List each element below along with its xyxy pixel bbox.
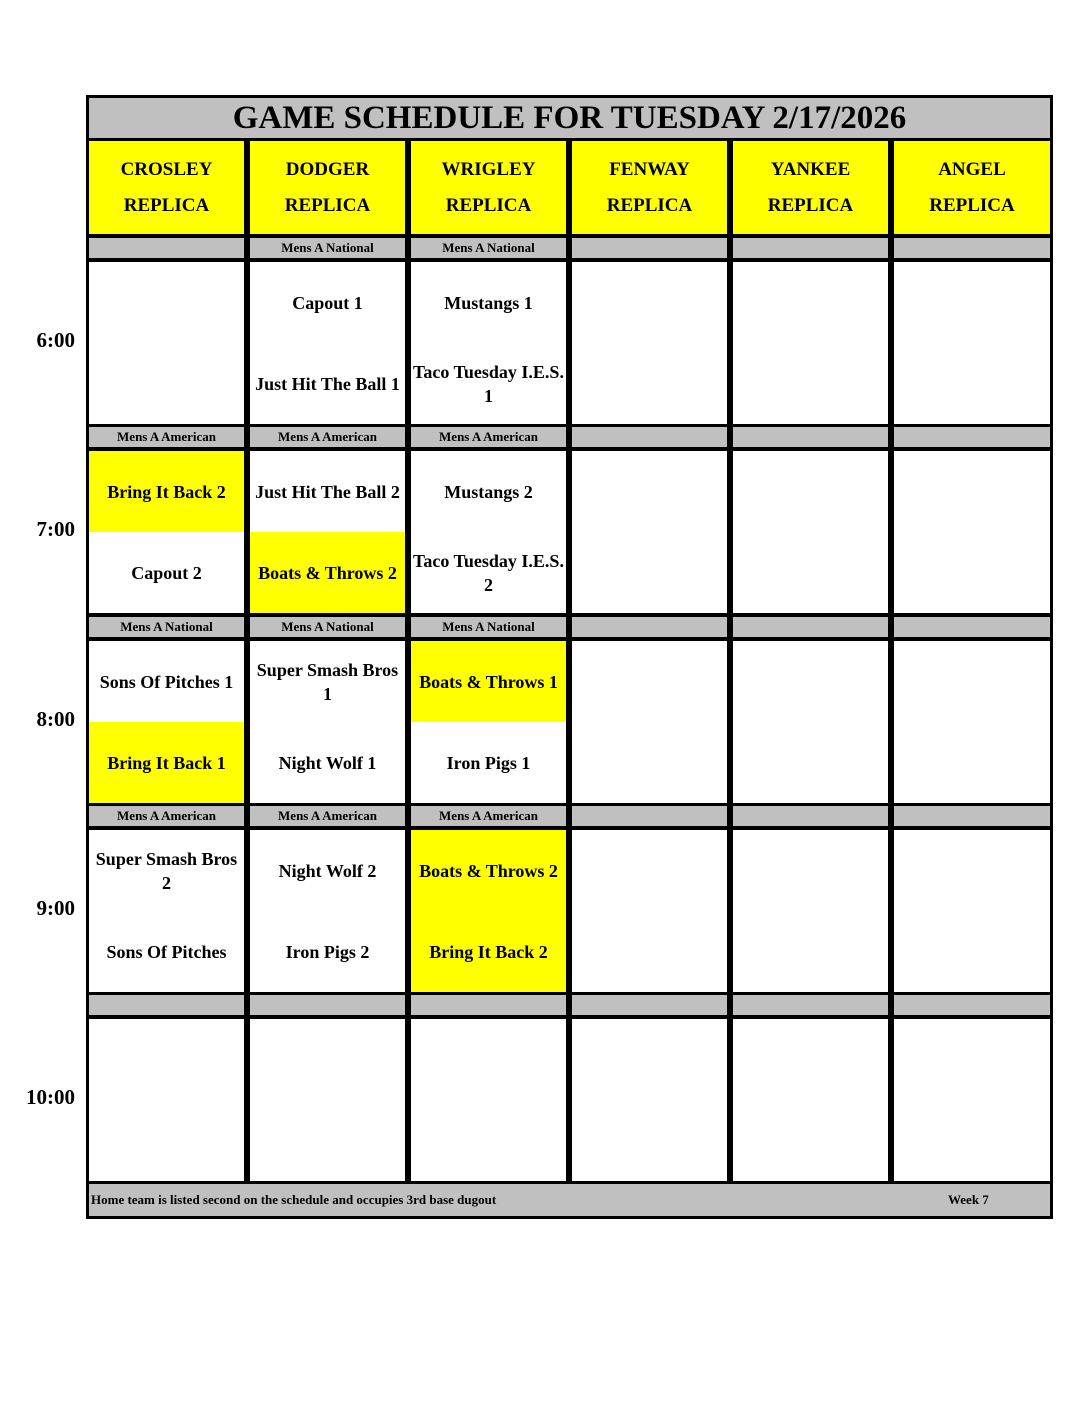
empty-cell (733, 451, 888, 532)
team-name: Sons Of Pitches (106, 941, 227, 962)
division-bar (89, 238, 244, 258)
empty-cell (89, 1019, 244, 1100)
empty-cell (733, 262, 888, 343)
empty-cell (572, 1019, 727, 1100)
division-label: Mens A National (442, 240, 535, 255)
empty-cell (894, 911, 1050, 992)
division-label: Mens A National (281, 619, 374, 634)
away-team-cell (89, 830, 244, 911)
division-bar (572, 806, 727, 826)
division-bar (733, 617, 888, 637)
venue-name: CROSLEY (120, 158, 213, 180)
venue-header (250, 141, 405, 234)
empty-cell (572, 262, 727, 343)
away-team-cell (89, 641, 244, 722)
team-name: Night Wolf 2 (278, 860, 377, 881)
division-label: Mens A National (442, 619, 535, 634)
division-bar (572, 995, 727, 1015)
venue-sub: REPLICA (606, 194, 693, 216)
venue-sub: REPLICA (445, 194, 532, 216)
division-bar (250, 238, 405, 258)
week-label: Week 7 (948, 1192, 989, 1207)
empty-cell (89, 1100, 244, 1181)
empty-cell (89, 343, 244, 424)
empty-cell (733, 911, 888, 992)
empty-cell (733, 1100, 888, 1181)
division-bar (89, 617, 244, 637)
venue-header (733, 141, 888, 234)
venue-header (572, 141, 727, 234)
division-bar (572, 427, 727, 447)
division-bar (894, 995, 1050, 1015)
team-name: Mustangs 1 (444, 292, 533, 313)
empty-cell (572, 911, 727, 992)
division-bar (250, 617, 405, 637)
venue-sub: REPLICA (929, 194, 1015, 216)
division-bar (411, 427, 566, 447)
division-label: Mens A American (439, 429, 538, 444)
division-bar (411, 806, 566, 826)
home-team-cell (411, 911, 566, 992)
team-name: Iron Pigs 1 (446, 752, 531, 773)
empty-cell (572, 451, 727, 532)
empty-cell (894, 451, 1050, 532)
page-title (89, 98, 1050, 138)
division-bar (89, 995, 244, 1015)
empty-cell (894, 830, 1050, 911)
division-bar (733, 238, 888, 258)
empty-cell (733, 641, 888, 722)
empty-cell (411, 1019, 566, 1100)
venue-name: ANGEL (938, 158, 1006, 180)
home-team-cell (89, 532, 244, 613)
empty-cell (572, 641, 727, 722)
empty-cell (89, 262, 244, 343)
team-name: Mustangs 2 (444, 481, 533, 502)
empty-cell (572, 343, 727, 424)
title-text: GAME SCHEDULE FOR TUESDAY 2/17/2026 (232, 99, 907, 136)
division-bar (733, 995, 888, 1015)
home-team-cell (89, 722, 244, 803)
division-label: Mens A American (117, 429, 216, 444)
empty-cell (733, 722, 888, 803)
footer-note-text: Home team is listed second on the schedule and occupies 3rd base dugout (91, 1192, 497, 1207)
division-bar (250, 427, 405, 447)
venue-name: WRIGLEY (441, 158, 536, 180)
division-bar (572, 238, 727, 258)
empty-cell (894, 532, 1050, 613)
venue-header (411, 141, 566, 234)
team-name: Super Smash Bros 2 (95, 848, 238, 893)
team-name: Bring It Back 1 (107, 752, 226, 773)
home-team-cell (89, 911, 244, 992)
division-bar (250, 806, 405, 826)
time-label: 10:00 (26, 1085, 75, 1109)
division-bar (733, 806, 888, 826)
home-team-cell (411, 343, 566, 424)
away-team-cell (250, 451, 405, 532)
empty-cell (894, 641, 1050, 722)
division-bar (572, 617, 727, 637)
away-team-cell (250, 830, 405, 911)
empty-cell (250, 1019, 405, 1100)
division-label: Mens A American (278, 808, 377, 823)
away-team-cell (250, 262, 405, 343)
division-label: Mens A American (439, 808, 538, 823)
home-team-cell (250, 532, 405, 613)
division-label: Mens A National (120, 619, 213, 634)
empty-cell (572, 1100, 727, 1181)
division-bar (411, 617, 566, 637)
away-team-cell (411, 641, 566, 722)
division-label: Mens A American (278, 429, 377, 444)
away-team-cell (89, 451, 244, 532)
venue-header (89, 141, 244, 234)
away-team-cell (411, 830, 566, 911)
division-bar (89, 806, 244, 826)
venue-name: YANKEE (770, 158, 851, 180)
footer-note (89, 1184, 1050, 1216)
team-name: Bring It Back 2 (429, 941, 548, 962)
empty-cell (733, 830, 888, 911)
division-bar (250, 995, 405, 1015)
home-team-cell (250, 911, 405, 992)
empty-cell (733, 532, 888, 613)
empty-cell (572, 532, 727, 613)
team-name: Just Hit The Ball 1 (255, 373, 400, 394)
home-team-cell (250, 343, 405, 424)
team-name: Iron Pigs 2 (285, 941, 370, 962)
empty-cell (411, 1100, 566, 1181)
home-team-cell (411, 532, 566, 613)
division-bar (894, 806, 1050, 826)
empty-cell (894, 1019, 1050, 1100)
empty-cell (572, 722, 727, 803)
team-name: Super Smash Bros 1 (256, 659, 399, 704)
team-name: Night Wolf 1 (278, 752, 377, 773)
empty-cell (733, 1019, 888, 1100)
division-bar (89, 427, 244, 447)
team-name: Boats & Throws 1 (419, 671, 558, 692)
empty-cell (250, 1100, 405, 1181)
venue-sub: REPLICA (767, 194, 854, 216)
division-bar (894, 617, 1050, 637)
away-team-cell (411, 262, 566, 343)
team-name: Taco Tuesday I.E.S. 2 (413, 550, 564, 595)
venue-sub: REPLICA (284, 194, 371, 216)
division-bar (733, 427, 888, 447)
empty-cell (733, 343, 888, 424)
away-team-cell (411, 451, 566, 532)
team-name: Boats & Throws 2 (419, 860, 558, 881)
home-team-cell (250, 722, 405, 803)
home-team-cell (411, 722, 566, 803)
venue-header (894, 141, 1050, 234)
empty-cell (572, 830, 727, 911)
venue-name: FENWAY (609, 158, 690, 180)
venue-name: DODGER (285, 158, 370, 180)
team-name: Sons Of Pitches 1 (99, 671, 234, 692)
away-team-cell (250, 641, 405, 722)
time-label: 6:00 (36, 328, 75, 352)
team-name: Taco Tuesday I.E.S. 1 (413, 361, 564, 406)
division-bar (411, 238, 566, 258)
time-label: 7:00 (36, 517, 75, 541)
division-bar (894, 427, 1050, 447)
division-label: Mens A American (117, 808, 216, 823)
empty-cell (894, 262, 1050, 343)
division-bar (411, 995, 566, 1015)
division-label: Mens A National (281, 240, 374, 255)
team-name: Capout 1 (292, 292, 363, 313)
team-name: Boats & Throws 2 (258, 562, 397, 583)
empty-cell (894, 343, 1050, 424)
team-name: Bring It Back 2 (107, 481, 226, 502)
empty-cell (894, 1100, 1050, 1181)
empty-cell (894, 722, 1050, 803)
team-name: Just Hit The Ball 2 (255, 481, 400, 502)
venue-sub: REPLICA (123, 194, 210, 216)
time-label: 8:00 (36, 707, 75, 731)
division-bar (894, 238, 1050, 258)
time-label: 9:00 (36, 896, 75, 920)
team-name: Capout 2 (131, 562, 202, 583)
